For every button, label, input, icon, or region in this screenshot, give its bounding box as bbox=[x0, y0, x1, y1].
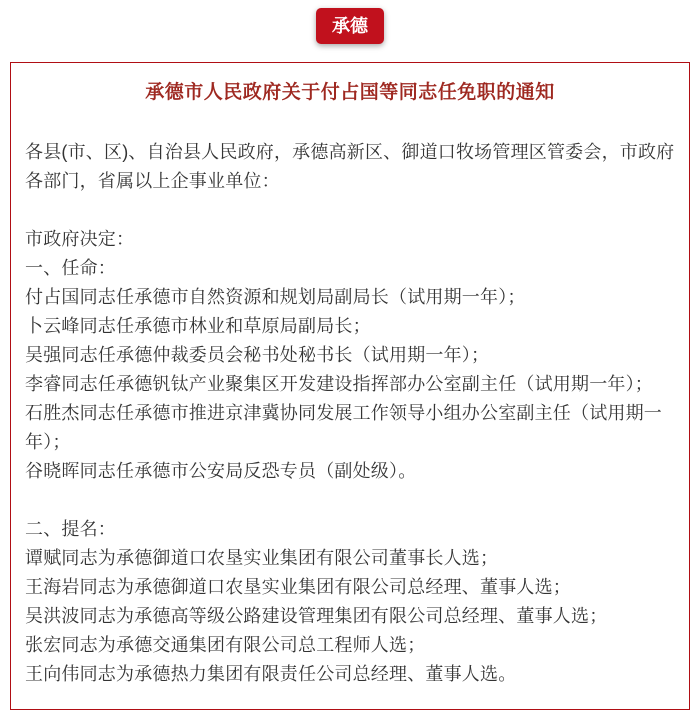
badge-row bbox=[0, 0, 700, 44]
section-nominations-heading: 二、提名： bbox=[25, 519, 116, 539]
notice-recipients-line: 各县(市、区)、自治县人民政府，承德高新区、御道口牧场管理区管委会，市政府各部门，省属以上企事业单位： bbox=[25, 142, 675, 191]
appointment-line: 卜云峰同志任承德市林业和草原局副局长； bbox=[25, 316, 371, 336]
notice-body bbox=[25, 138, 675, 689]
nomination-line: 王海岩同志为承德御道口农垦实业集团有限公司总经理、董事人选； bbox=[25, 577, 571, 597]
nomination-line: 谭赋同志为承德御道口农垦实业集团有限公司董事长人选； bbox=[25, 548, 499, 568]
notice-title: 承德市人民政府关于付占国等同志任免职的通知 bbox=[145, 82, 555, 103]
nomination-line: 张宏同志为承德交通集团有限公司总工程师人选； bbox=[25, 635, 426, 655]
city-tag-badge[interactable]: 承德 bbox=[316, 8, 384, 44]
appointment-line: 石胜杰同志任承德市推进京津冀协同发展工作领导小组办公室副主任（试用期一年）； bbox=[25, 403, 662, 452]
blank-line bbox=[25, 196, 675, 225]
decision-intro-line: 市政府决定： bbox=[25, 229, 135, 249]
nomination-line: 王向伟同志为承德热力集团有限责任公司总经理、董事人选。 bbox=[25, 664, 517, 684]
appointment-line: 吴强同志任承德仲裁委员会秘书处秘书长（试用期一年）； bbox=[25, 345, 490, 365]
nomination-line: 吴洪波同志为承德高等级公路建设管理集团有限公司总经理、董事人选； bbox=[25, 606, 608, 626]
blank-line bbox=[25, 486, 675, 515]
appointment-line: 李睿同志任承德钒钛产业聚集区开发建设指挥部办公室副主任（试用期一年）； bbox=[25, 374, 653, 394]
appointment-line: 谷晓晖同志任承德市公安局反恐专员（副处级）。 bbox=[25, 461, 417, 481]
section-appointments-heading: 一、任命： bbox=[25, 258, 116, 278]
appointment-line: 付占国同志任承德市自然资源和规划局副局长（试用期一年）； bbox=[25, 287, 526, 307]
notice-box bbox=[10, 62, 690, 710]
